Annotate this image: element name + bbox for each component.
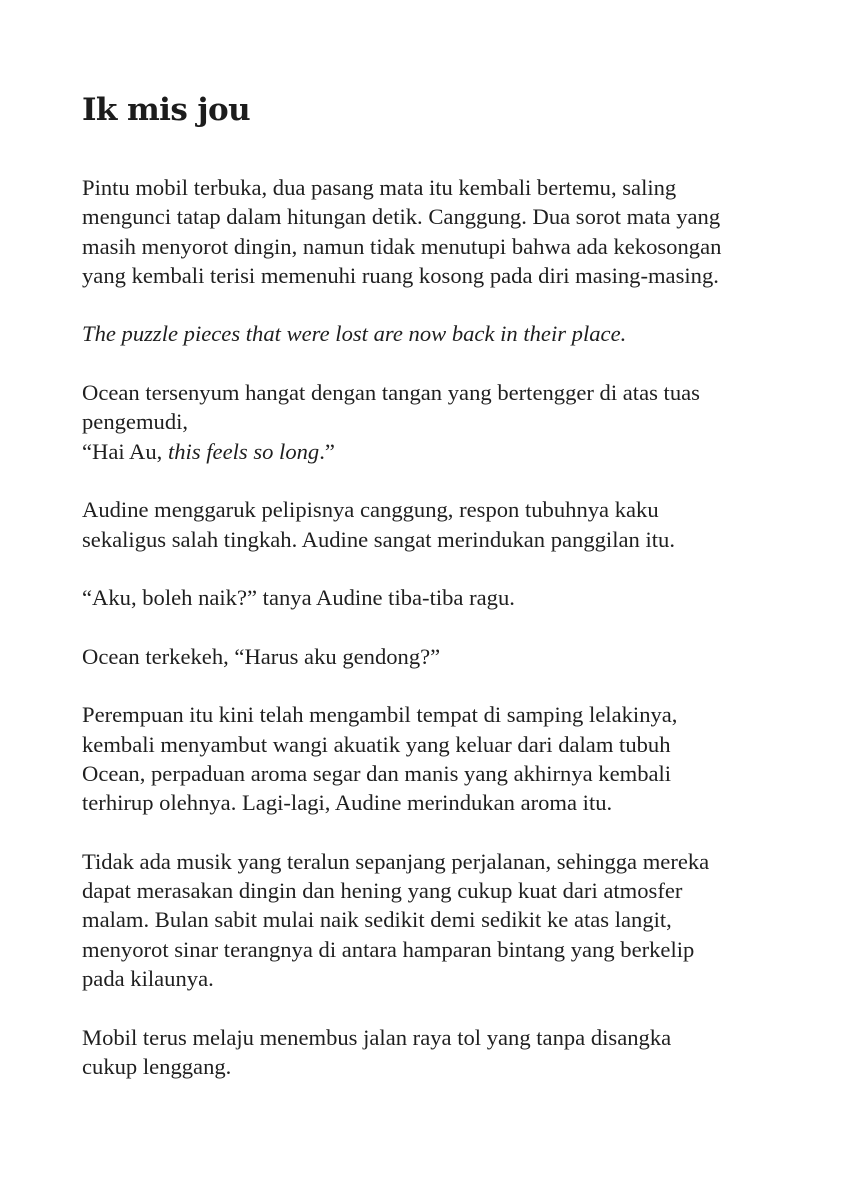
text-line: dapat merasakan dingin dan hening yang cukup kuat dari atmosfer bbox=[82, 878, 683, 904]
paragraph-6 bbox=[82, 642, 782, 671]
text-line: Perempuan itu kini telah mengambil tempat di samping lelakinya, bbox=[82, 702, 678, 728]
dialogue-line bbox=[82, 437, 782, 466]
paragraph-4 bbox=[82, 495, 782, 554]
dialogue-close: .” bbox=[319, 438, 335, 464]
text-line: Tidak ada musik yang teralun sepanjang perjalanan, sehingga mereka bbox=[82, 848, 710, 874]
text-line: sekaligus salah tingkah. Audine sangat merindukan panggilan itu. bbox=[82, 526, 675, 552]
paragraph-5 bbox=[82, 583, 782, 612]
page-title: Ik mis jou bbox=[82, 92, 251, 128]
text-line: kembali menyambut wangi akuatik yang keluar dari dalam tubuh bbox=[82, 731, 671, 757]
text-line: yang kembali terisi memenuhi ruang kosong pada diri masing-masing. bbox=[82, 262, 719, 288]
text-line: Ocean terkekeh, “Harus aku gendong?” bbox=[82, 643, 441, 669]
paragraph-8 bbox=[82, 847, 782, 993]
document-page bbox=[82, 88, 782, 1111]
text-line: “Aku, boleh naik?” tanya Audine tiba-tiba ragu. bbox=[82, 585, 515, 611]
paragraph-9 bbox=[82, 1023, 782, 1082]
paragraph-2-italic bbox=[82, 319, 782, 348]
text-line: masih menyorot dingin, namun tidak menutupi bahwa ada kekosongan bbox=[82, 233, 722, 259]
text-line: cukup lenggang. bbox=[82, 1053, 232, 1079]
text-line: terhirup olehnya. Lagi-lagi, Audine merindukan aroma itu. bbox=[82, 790, 613, 816]
dialogue-open: “Hai Au, bbox=[82, 438, 168, 464]
paragraph-7 bbox=[82, 700, 782, 817]
dialogue-italic: this feels so long bbox=[167, 438, 320, 464]
text-line: pada kilaunya. bbox=[82, 966, 214, 992]
text-line: The puzzle pieces that were lost are now back in their place. bbox=[82, 321, 627, 347]
story-body bbox=[82, 173, 782, 1081]
paragraph-1 bbox=[82, 173, 782, 290]
text-line: pengemudi, bbox=[82, 409, 189, 435]
text-line: Pintu mobil terbuka, dua pasang mata itu kembali bertemu, saling bbox=[82, 175, 677, 200]
text-line: malam. Bulan sabit mulai naik sedikit demi sedikit ke atas langit, bbox=[82, 907, 672, 933]
text-line: mengunci tatap dalam hitungan detik. Canggung. Dua sorot mata yang bbox=[82, 204, 721, 230]
text-line: Ocean tersenyum hangat dengan tangan yang bertengger di atas tuas bbox=[82, 380, 700, 406]
text-line: Ocean, perpaduan aroma segar dan manis yang akhirnya kembali bbox=[82, 760, 672, 786]
paragraph-3 bbox=[82, 378, 782, 466]
text-line: Audine menggaruk pelipisnya canggung, respon tubuhnya kaku bbox=[82, 497, 659, 523]
text-line: Mobil terus melaju menembus jalan raya tol yang tanpa disangka bbox=[82, 1024, 672, 1050]
text-line: menyorot sinar terangnya di antara hamparan bintang yang berkelip bbox=[82, 936, 695, 962]
